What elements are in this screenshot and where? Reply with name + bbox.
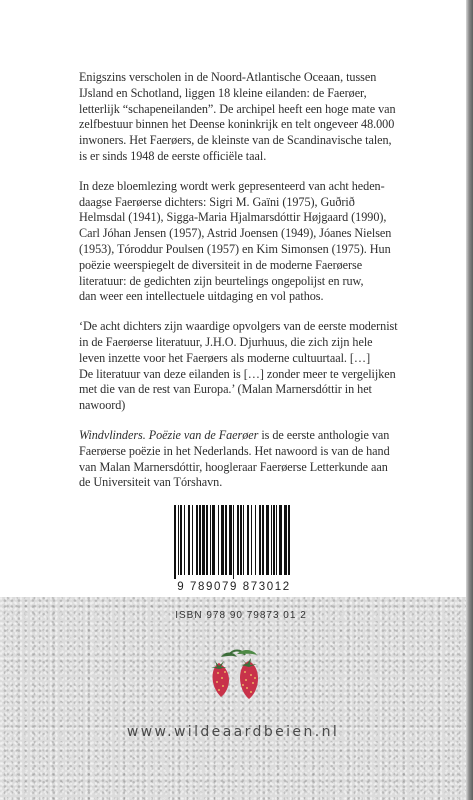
barcode-bar [192, 505, 193, 575]
barcode-bar [240, 505, 242, 575]
isbn-number: ISBN 978 90 79873 01 2 [175, 610, 307, 621]
text-line: daagse Faerøerse dichters: Sigri M. Gaïni (1975), Guðrið [79, 194, 355, 209]
text-line: nawoord) [79, 398, 126, 413]
text-line: literatuur: de gedichten zijn beurtelings ongepolijst en ruw, [79, 273, 364, 288]
barcode-bar [221, 505, 224, 575]
barcode-bar [229, 505, 232, 575]
text-line: ‘De acht dichters zijn waardige opvolgers van de eerste modernist [79, 319, 398, 334]
text-line: poëzie weerspiegelt de diversiteit in de moderne Faerøerse [79, 257, 363, 272]
paragraph-intro [79, 70, 419, 165]
paragraph-anthology [79, 428, 419, 491]
barcode-bar [262, 505, 264, 575]
barcode-bar [188, 505, 190, 575]
text-line: van Malan Marnersdóttir, hoogleraar Faerøerse Letterkunde aan [79, 459, 388, 474]
text-line: letterlijk “schapeneilanden”. De archipel heeft een hoge mate van [79, 101, 396, 116]
barcode-bars [174, 505, 294, 579]
text-line: leven inzette voor het Faerøers als moderne cultuurtaal. […] [79, 350, 371, 365]
blurb-text [79, 70, 419, 505]
book-subtitle: Poëzie van de Faerøer [148, 427, 259, 442]
barcode-bar [210, 505, 211, 575]
barcode-bar [243, 505, 244, 575]
book-title: Windvlinders. [79, 427, 146, 442]
barcode-bar [273, 505, 275, 575]
text-line: Enigszins verscholen in de Noord-Atlantische Oceaan, tussen [79, 70, 377, 84]
text-line: inwoners. Het Faerøers, de kleinste van de Scandinavische talen, [79, 133, 392, 148]
barcode-bar [288, 505, 290, 575]
barcode-bar [284, 505, 287, 575]
text-line: is er sinds 1948 de eerste officiële taal. [79, 148, 267, 163]
barcode [166, 505, 302, 597]
barcode-bar [218, 505, 219, 575]
barcode-digits: 9 789079 873012 [177, 581, 291, 593]
text-line: dan weer een intellectuele uitdaging en vol pathos. [79, 289, 324, 304]
text-line: de Universiteit van Tórshavn. [79, 475, 223, 490]
text-line: (1953), Tóroddur Poulsen (1957) en Kim Simonsen (1975). Hun [79, 241, 391, 256]
barcode-bar [279, 505, 282, 575]
text-line: met die van de rest van Europa.’ (Malan Marnersdóttir in het [79, 382, 372, 397]
barcode-bar [237, 505, 239, 575]
strawberries-icon [199, 645, 271, 705]
text-line: in de Faerøerse literatuur, J.H.O. Djurhuus, die zich zijn hele [79, 334, 373, 349]
barcode-bar [276, 505, 277, 575]
spine-edge [466, 0, 473, 800]
text-line [79, 428, 419, 444]
text-line: zelfbestuur binnen het Deense koninkrijk en telt ongeveer 48.000 [79, 117, 395, 132]
text-line: In deze bloemlezing wordt werk gepresenteerd van acht heden- [79, 178, 385, 193]
barcode-bar [233, 505, 234, 579]
publisher-url: www.wildeaardbeien.nl [126, 724, 340, 740]
text-line: IJsland en Schotland, liggen 18 kleine eilanden: de Faerøer, [79, 85, 367, 100]
barcode-bar [259, 505, 261, 575]
barcode-bar [178, 505, 179, 575]
text-fragment: is de eerste anthologie van [258, 427, 390, 442]
text-line: Helmsdal (1941), Sigga-Maria Hjalmarsdóttir Højgaard (1990), [79, 210, 387, 225]
barcode-bar [180, 505, 182, 575]
barcode-bar [184, 505, 185, 575]
barcode-bar [196, 505, 198, 575]
barcode-bar [199, 505, 201, 575]
paragraph-quote [79, 319, 419, 414]
paragraph-poets [79, 179, 419, 305]
barcode-bar [206, 505, 208, 575]
text-line: De literatuur van deze eilanden is […] zonder meer te vergelijken [79, 366, 396, 381]
text-line: Faerøerse poëzie in het Nederlands. Het nawoord is van de hand [79, 443, 390, 458]
barcode-bar [174, 505, 176, 579]
barcode-bar [255, 505, 256, 575]
text-line: Carl Jóhan Jensen (1957), Astrid Joensen (1949), Jóanes Nielsen [79, 226, 392, 241]
barcode-bar [225, 505, 227, 575]
barcode-bar [266, 505, 269, 575]
barcode-bar [212, 505, 215, 575]
barcode-bar [202, 505, 205, 575]
barcode-bar [271, 505, 272, 575]
barcode-bar [251, 505, 252, 575]
barcode-bar [247, 505, 249, 575]
